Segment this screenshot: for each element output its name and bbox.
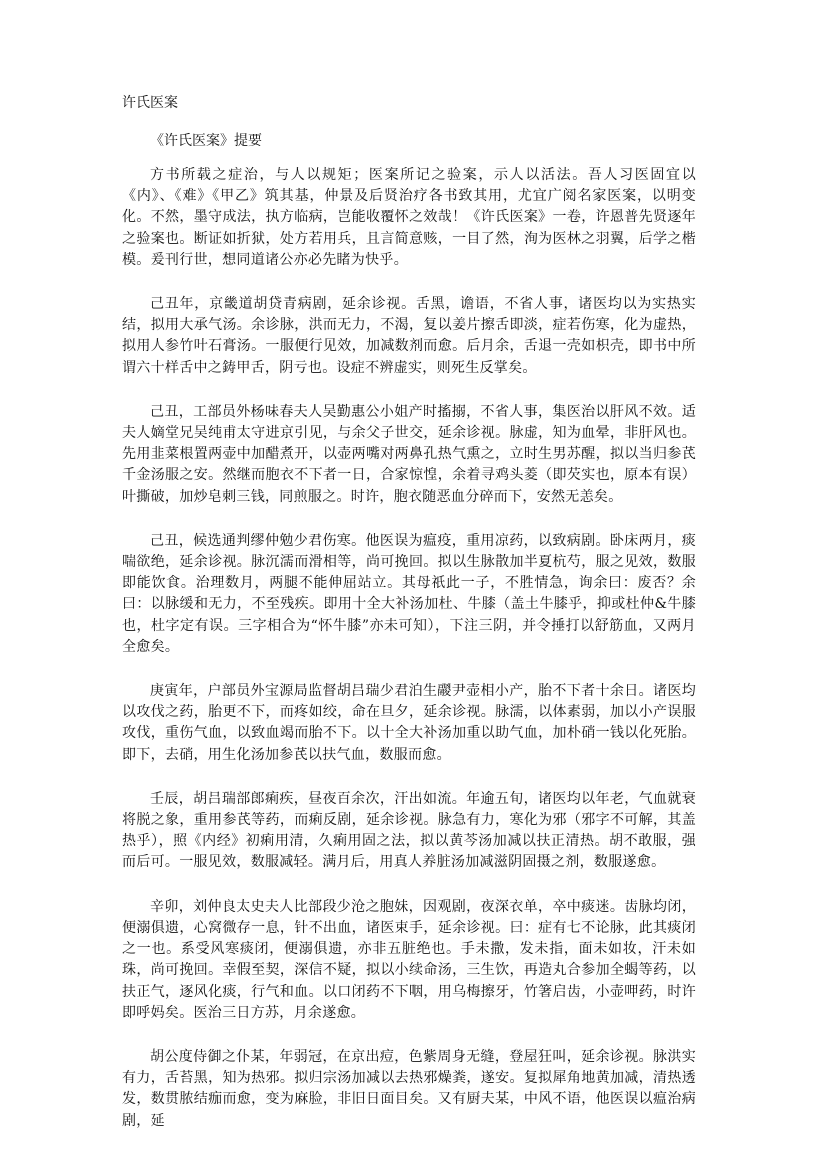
document-body [122, 165, 696, 1155]
paragraph-case-4: 庚寅年，户部员外宝源局监督胡吕瑞少君泊生鬷尹壶相小产，胎不下者十余日。诸医均以攻伐之药，胎更不下，而疼如绞，命在旦夕，延余诊视。脉濡，以体素弱，加以小产误服攻伐，重伤气血，以致血竭而胎不下。以十全大补汤加重以助气血，加朴硝一钱以化死胎。即下，去硝，用生化汤加参芪以扶气血，数服而愈。 [122, 683, 696, 763]
document-subtitle: 《许氏医案》提要 [150, 133, 262, 149]
paragraph-case-2: 己丑，工部员外杨味春夫人吴勤惠公小姐产时搐搦，不省人事，集医治以肝风不效。适夫人嫡堂兄吴纯甫太守进京引见，与余父子世交，延余诊视。脉虚，知为血晕，非肝风也。先用韭菜根置两壶中加醋煮开，以壶两嘴对两鼻孔热气熏之，立时生男苏醒，拟以当归参芪千金汤服之安。然继而胞衣不下者一日，合家惊惶，余着寻鸡头菱（即芡实也，原本有误）叶撕破，加炒皂刺三钱，同煎服之。时许，胞衣随恶血分碎而下，安然无恙矣。 [122, 403, 696, 505]
paragraph-preface: 方书所载之症治，与人以规矩；医案所记之验案，示人以活法。吾人习医固宜以《内》、《难》《甲乙》筑其基，仲景及后贤治疗各书致其用，尤宜广阅名家医案，以明变化。不然，墨守成法，执方临病，岂能收覆怀之效哉！《许氏医案》一卷，许恩普先贤逐年之验案也。断证如折狱，处方若用兵，且言简意赅，一目了然，洵为医林之羽翼，后学之楷模。爰刊行世，想同道诸公亦必先睹为快乎。 [122, 167, 696, 268]
paragraph-case-5: 壬辰，胡吕瑞部郎痢疾，昼夜百余次，汗出如流。年逾五旬，诸医均以年老，气血就衰将脱之象，重用参芪等药，而痢反剧，延余诊视。脉急有力，寒化为邪（邪字不可解，其盖热乎），照《内经》初痢用清，久痢用固之法，拟以黄芩汤加减以扶正清热。胡不敢服，强而后可。一服见效，数服减轻。满月后，用真人养脏汤加减滋阴固摄之剂，数服遂愈。 [122, 790, 696, 871]
paragraph-case-1: 己丑年，京畿道胡贷青病剧，延余诊视。舌黑，谵语，不省人事，诸医均以为实热实结，拟用大承气汤。余诊脉，洪而无力，不渴，复以姜片擦舌即淡，症若伤寒，化为虚热，拟用人参竹叶石膏汤。一服便行见效，加减数剂而愈。后月余，舌退一壳如枳壳，即书中所谓六十样舌中之鋳甲舌，阴亏也。设症不辨虚实，则死生反掌矣。 [122, 296, 696, 376]
paragraph-case-6: 辛卯，刘仲良太史夫人比部段少沧之胞妹，因观剧，夜深衣单，卒中痰迷。齿脉均闭，便溺俱遗，心窝微存一息，针不出血，诸医束手，延余诊视。曰：症有七不论脉，此其痰闭之一也。系受风寒痰闭，便溺俱遗，亦非五脏绝也。手未撒，发未指，面未如妆，汗未如珠，尚可挽回。幸假至契，深信不疑，拟以小续命汤，三生饮，再造丸合参加全蝎等药，以扶正气，逐风化痰，行气和血。以口闭药不下咽，用乌梅擦牙，竹箸启齿，小壶呷药，时许即呼妈矣。医治三日方苏，月余遂愈。 [122, 898, 696, 1021]
paragraph-case-7: 胡公度侍御之仆某，年弱冠，在京出痘，色紫周身无缝，登屋狂叫，延余诊视。脉洪实有力，舌苔黑，知为热邪。拟归宗汤加减以去热邪燥粪，遂安。复拟犀角地黄加减，清热透发，数贯脓结痂而愈，变为麻脸，非旧日面目矣。又有厨夫某，中风不语，他医误以瘟治病剧，延 [122, 1048, 696, 1129]
paragraph-case-3: 己丑，候选通判缪仲勉少君伤寒。他医误为瘟疫，重用凉药，以致病剧。卧床两月，痰喘欲绝，延余诊视。脉沉濡而滑相等，尚可挽回。拟以生脉散加半夏杭芍，服之见效，数服即能饮食。治理数月，两腿不能伸屈站立。其母祇此一子，不胜情急，询余曰：废否？余曰：以脉缓和无力，不至残疾。即用十全大补汤加杜、牛膝（盖土牛膝乎，抑或杜仲&牛膝也，杜字定有误。三字相合为“怀牛膝”亦未可知），下注三阴，并令捶打以舒筋血，又两月全愈矣。 [122, 532, 696, 655]
document-title: 许氏医案 [122, 95, 178, 111]
